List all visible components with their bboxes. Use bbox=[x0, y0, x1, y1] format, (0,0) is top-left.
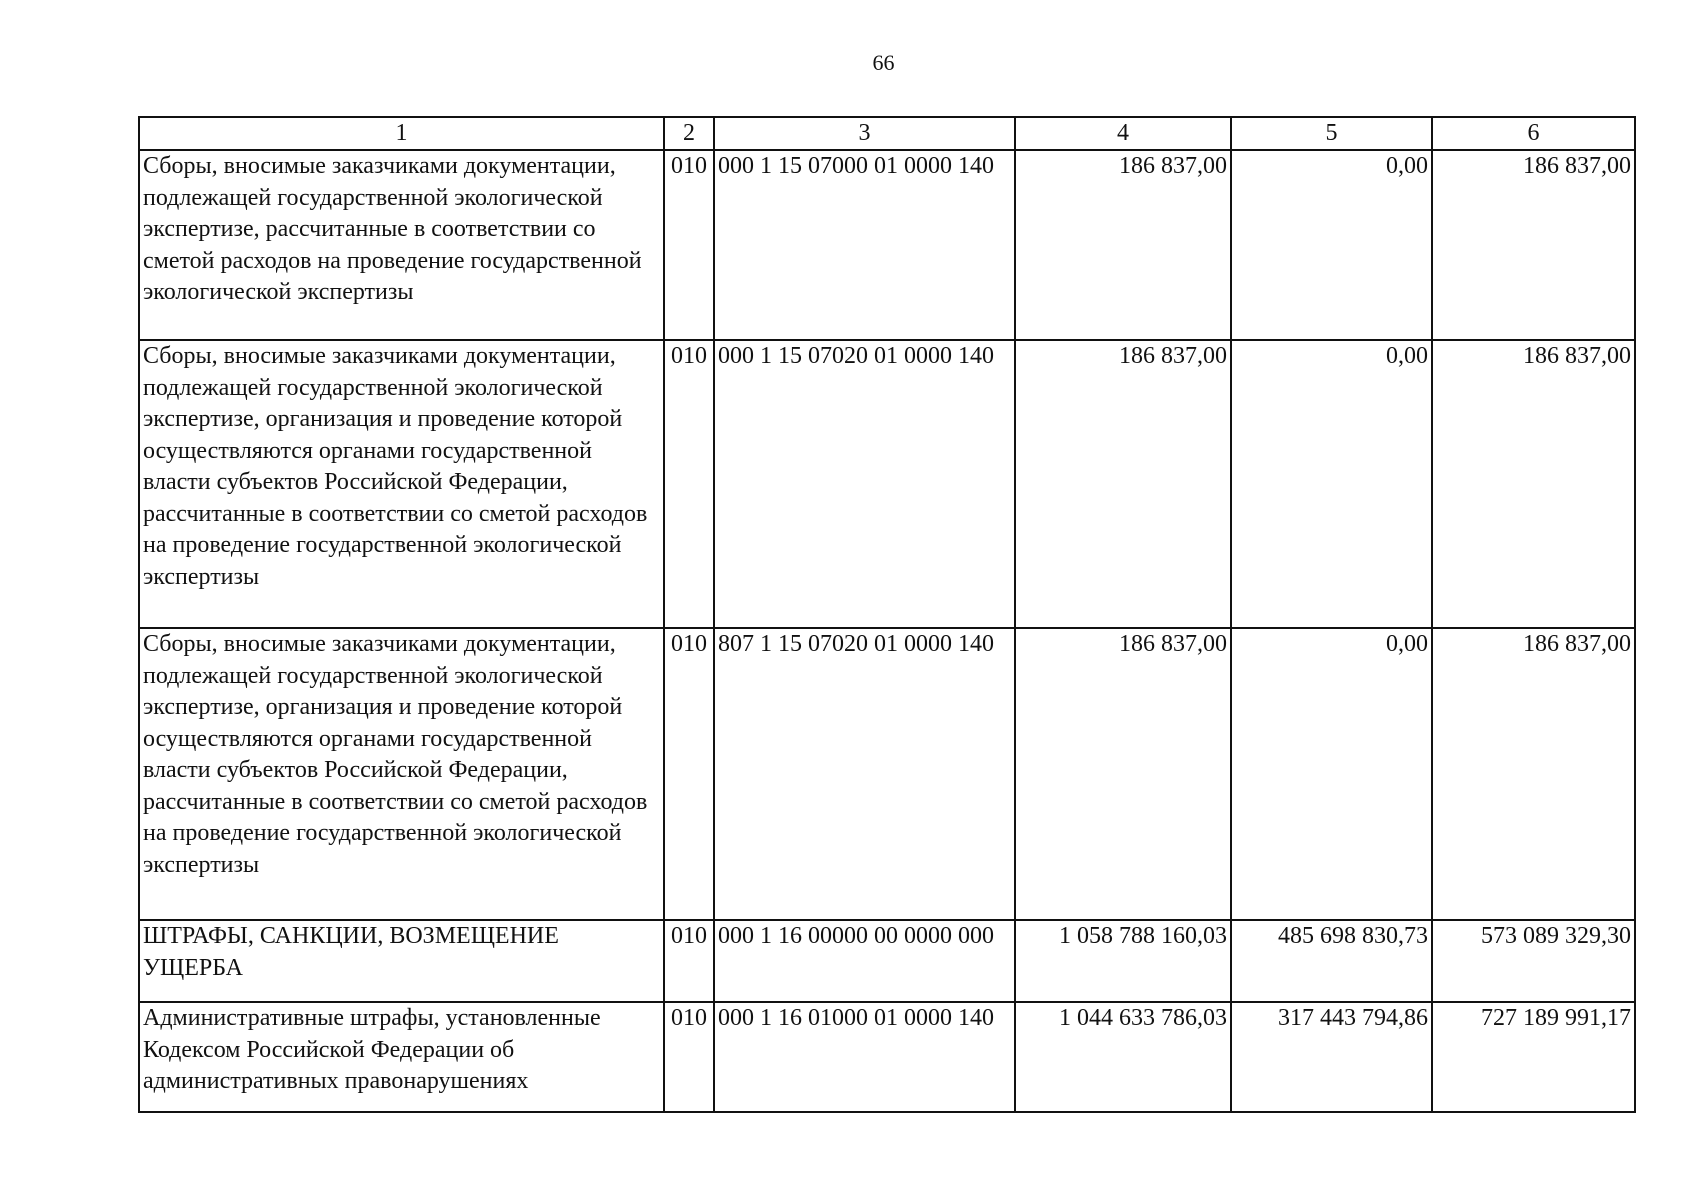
income-name-cell: Сборы, вносимые заказчиками документации, подлежащей государственной экологической экспертизе, рассчитанные в соответствии со сметой расходов на проведение государственной экологической экспертизы bbox=[139, 150, 664, 340]
amount-cell: 186 837,00 bbox=[1015, 150, 1231, 340]
budget-code-cell: 000 1 16 00000 00 0000 000 bbox=[714, 920, 1015, 1002]
column-number-cell: 3 bbox=[714, 117, 1015, 150]
table-row bbox=[139, 920, 1635, 1002]
line-code-cell: 010 bbox=[664, 340, 714, 628]
column-number-cell: 5 bbox=[1231, 117, 1432, 150]
amount-cell: 1 044 633 786,03 bbox=[1015, 1002, 1231, 1112]
amount-cell: 485 698 830,73 bbox=[1231, 920, 1432, 1002]
table-row bbox=[139, 340, 1635, 628]
amount-cell: 0,00 bbox=[1231, 628, 1432, 920]
income-name-cell: Административные штрафы, установленные Кодексом Российской Федерации об административных правонарушениях bbox=[139, 1002, 664, 1112]
income-name-cell: Сборы, вносимые заказчиками документации, подлежащей государственной экологической экспертизе, организация и проведение которой осуществляются органами государственной власти субъектов Российской Федерации, рассчитанные в соответствии со сметой расходов на проведение государственной экологической экспертизы bbox=[139, 628, 664, 920]
column-number-cell: 4 bbox=[1015, 117, 1231, 150]
amount-cell: 186 837,00 bbox=[1015, 628, 1231, 920]
column-number-cell: 1 bbox=[139, 117, 664, 150]
line-code-cell: 010 bbox=[664, 628, 714, 920]
amount-cell: 0,00 bbox=[1231, 150, 1432, 340]
table-row bbox=[139, 628, 1635, 920]
line-code-cell: 010 bbox=[664, 920, 714, 1002]
amount-cell: 186 837,00 bbox=[1432, 150, 1635, 340]
budget-code-cell: 000 1 16 01000 01 0000 140 bbox=[714, 1002, 1015, 1112]
amount-cell: 573 089 329,30 bbox=[1432, 920, 1635, 1002]
line-code-cell: 010 bbox=[664, 1002, 714, 1112]
income-name-cell: Сборы, вносимые заказчиками документации, подлежащей государственной экологической экспертизе, организация и проведение которой осуществляются органами государственной власти субъектов Российской Федерации, рассчитанные в соответствии со сметой расходов на проведение государственной экологической экспертизы bbox=[139, 340, 664, 628]
amount-cell: 317 443 794,86 bbox=[1231, 1002, 1432, 1112]
amount-cell: 186 837,00 bbox=[1432, 628, 1635, 920]
line-code-cell: 010 bbox=[664, 150, 714, 340]
column-number-cell: 6 bbox=[1432, 117, 1635, 150]
income-name-cell: ШТРАФЫ, САНКЦИИ, ВОЗМЕЩЕНИЕ УЩЕРБА bbox=[139, 920, 664, 1002]
column-number-cell: 2 bbox=[664, 117, 714, 150]
amount-cell: 186 837,00 bbox=[1432, 340, 1635, 628]
budget-code-cell: 807 1 15 07020 01 0000 140 bbox=[714, 628, 1015, 920]
page-number: 66 bbox=[872, 50, 895, 75]
column-number-row bbox=[139, 117, 1635, 150]
amount-cell: 1 058 788 160,03 bbox=[1015, 920, 1231, 1002]
table-row bbox=[139, 1002, 1635, 1112]
budget-code-cell: 000 1 15 07020 01 0000 140 bbox=[714, 340, 1015, 628]
amount-cell: 186 837,00 bbox=[1015, 340, 1231, 628]
amount-cell: 0,00 bbox=[1231, 340, 1432, 628]
budget-code-cell: 000 1 15 07000 01 0000 140 bbox=[714, 150, 1015, 340]
table-row bbox=[139, 150, 1635, 340]
amount-cell: 727 189 991,17 bbox=[1432, 1002, 1635, 1112]
budget-table bbox=[138, 116, 1636, 1113]
